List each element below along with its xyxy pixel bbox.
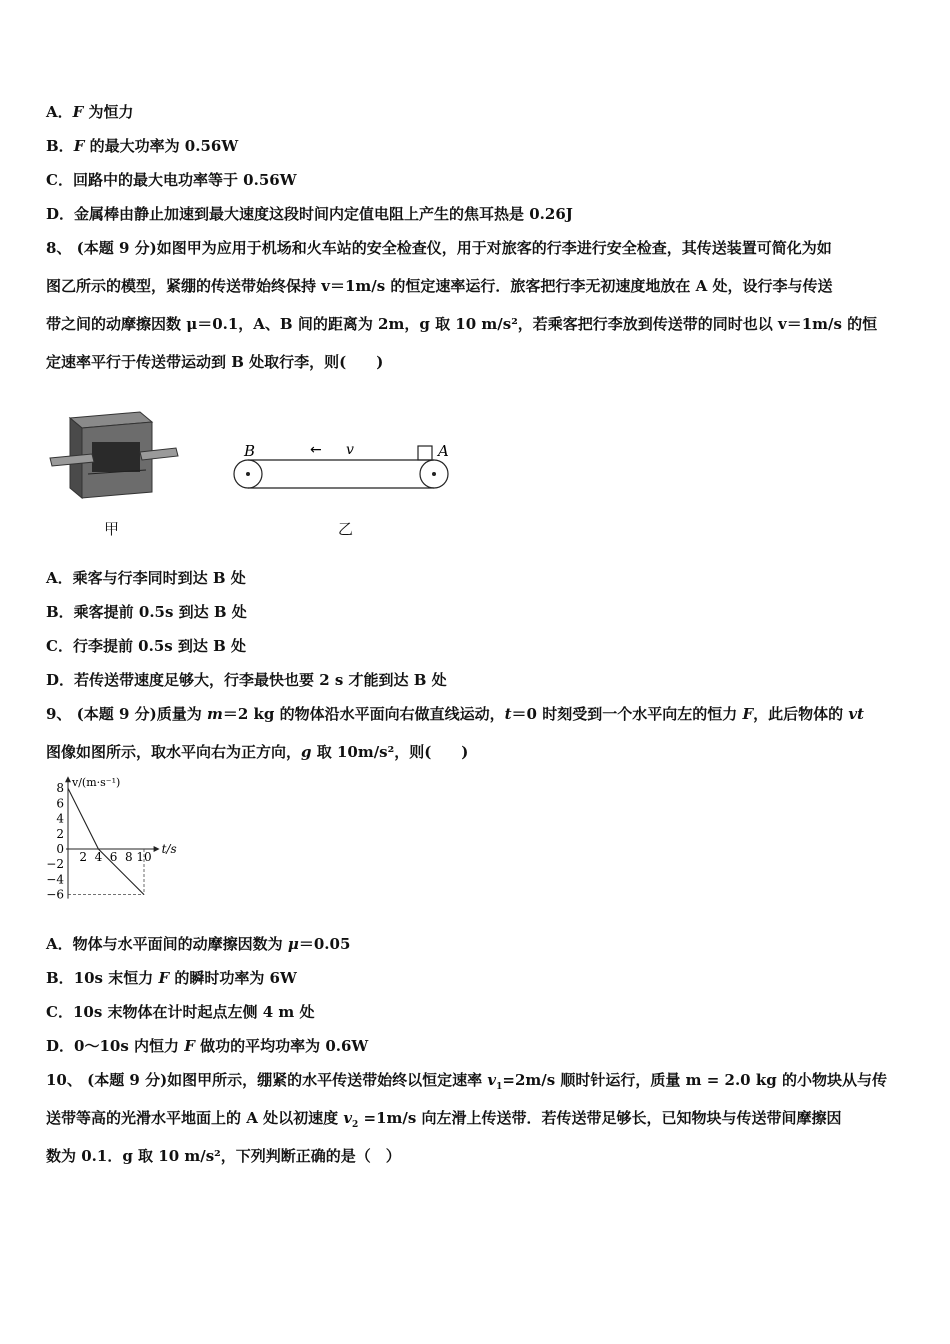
x-tick-label: 8 [124, 850, 133, 864]
q7-option-a: A．F 为恒力 [46, 103, 134, 121]
q9-option-a: A．物体与水平面间的动摩擦因数为 μ＝0.05 [46, 935, 351, 953]
q8-option-a: A．乘客与行李同时到达 B 处 [46, 569, 246, 587]
y-tick-label: −6 [46, 887, 64, 902]
velocity-arrow: ← [310, 442, 322, 458]
q8-stem-line2: 图乙所示的模型，紧绷的传送带始终保持 v＝1m/s 的恒定速率运行．旅客把行李无初速度地放在 A 处，设行李与传送 [46, 277, 833, 295]
q9-option-d: D．0～10s 内恒力 F 做功的平均功率为 0.6W [46, 1037, 369, 1055]
security-scanner-figure [48, 404, 180, 500]
y-tick-label: 6 [56, 796, 64, 811]
q10-stem-line1: 10、 (本题 9 分)如图甲所示，绷紧的水平传送带始终以恒定速率 $v_1=2m/s$ 顺时针运行，质量 m = 2.0 kg 的小物块从与传 [46, 1071, 887, 1092]
figure-caption-jia: 甲 [104, 520, 120, 538]
y-axis-arrow [65, 776, 71, 782]
q10-stem-line3: 数为 0.1．g 取 10 m/s²，下列判断正确的是（ ） [46, 1147, 401, 1165]
q9-stem-line2: 图像如图所示，取水平向右为正方向，g 取 10m/s²，则( ) [46, 743, 469, 761]
q7-option-b: B．F 的最大功率为 0.56W [46, 137, 239, 155]
q9-stem-line1: 9、 (本题 9 分)质量为 m＝2 kg 的物体沿水平面向右做直线运动，t＝0 时刻受到一个水平向左的恒力 F，此后物体的 vt [46, 705, 864, 723]
y-tick-label: 4 [56, 811, 64, 826]
velocity-label: v [346, 442, 354, 458]
x-tick-label: 6 [109, 850, 118, 864]
q9-option-c: C．10s 末物体在计时起点左侧 4 m 处 [46, 1003, 315, 1021]
x-tick-label: 4 [94, 850, 103, 864]
q8-option-d: D．若传送带速度足够大，行李最快也要 2 s 才能到达 B 处 [46, 671, 447, 689]
q8-option-c: C．行李提前 0.5s 到达 B 处 [46, 637, 247, 655]
y-tick-label: −2 [46, 857, 64, 872]
conveyor-belt-figure [230, 436, 456, 500]
q8-stem-line4: 定速率平行于传送带运动到 B 处取行李，则( ) [46, 353, 384, 371]
y-tick-label: 8 [56, 781, 64, 796]
q7-option-c: C．回路中的最大电功率等于 0.56W [46, 171, 297, 189]
q10-stem-line2: 送带等高的光滑水平地面上的 A 处以初速度 $v_2 =1m/s$ 向左滑上传送带．若传送带足够长，已知物块与传送带间摩擦因 [46, 1109, 842, 1130]
x-tick-label: 2 [79, 850, 88, 864]
q7-option-d: D．金属棒由静止加速到最大速度这段时间内定值电阻上产生的焦耳热是 0.26J [46, 205, 573, 223]
velocity-line [68, 788, 144, 894]
x-tick-label: 10 [136, 850, 152, 864]
y-tick-label: 0 [56, 842, 64, 856]
q8-stem-line3: 带之间的动摩擦因数 μ＝0.1，A、B 间的距离为 2m，g 取 10 m/s²，若乘客把行李放到传送带的同时也以 v＝1m/s 的恒 [46, 315, 878, 333]
y-tick-label: 2 [56, 826, 64, 841]
y-axis-label: v/(m·s⁻¹) [72, 776, 121, 790]
y-tick-label: −4 [46, 872, 64, 887]
x-axis-arrow [154, 846, 160, 852]
q9-option-b: B．10s 末恒力 F 的瞬时功率为 6W [46, 969, 297, 987]
vt-graph [44, 772, 204, 904]
x-axis-label: t/s [161, 842, 177, 856]
point-b-label: B [244, 442, 256, 460]
luggage-box [418, 446, 432, 460]
q8-stem-line1: 8、 (本题 9 分)如图甲为应用于机场和火车站的安全检查仪，用于对旅客的行李进行安全检查，其传送装置可简化为如 [46, 239, 832, 257]
point-a-label: A [438, 442, 449, 460]
q8-option-b: B．乘客提前 0.5s 到达 B 处 [46, 603, 247, 621]
figure-caption-yi: 乙 [338, 520, 354, 538]
